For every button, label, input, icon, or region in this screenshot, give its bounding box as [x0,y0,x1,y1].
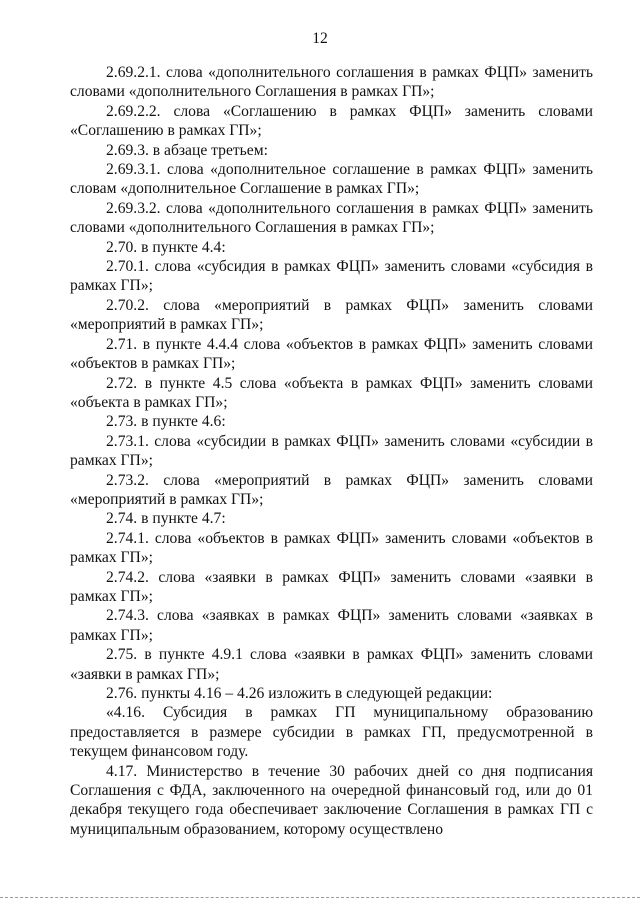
paragraph: 2.69.2.1. слова «дополнительного соглашения в рамках ФЦП» заменить словами «дополнительного Соглашения в рамках ГП»; [70,64,593,101]
paragraph: 2.76. пункты 4.16 – 4.26 изложить в следующей редакции: [106,685,493,702]
paragraph: 2.70. в пункте 4.4: [106,238,226,256]
paragraph: 2.71. в пункте 4.4.4 слова «объектов в рамках ФЦП» заменить словами «объектов в рамках ГП»; [70,335,593,373]
paragraph: 2.70.2. слова «мероприятий в рамках ФЦП» заменить словами «мероприятий в рамках ГП»; [70,296,593,334]
paragraph: 2.75. в пункте 4.9.1 слова «заявки в рамках ФЦП» заменить словами «заявки в рамках ГП»; [70,646,593,683]
paragraph: 2.73.1. слова «субсидии в рамках ФЦП» заменить словами «субсидии в рамках ГП»; [70,432,593,470]
paragraph: 4.17. Министерство в течение 30 рабочих дней со дня подписания Соглашения с ФДА, заключенного на очередной финансовый год, или до 01 декабря текущего года обеспечивает заключение Соглашения в рамках ГП с муниципальным образованием, которому осуществлено [70,762,593,838]
paragraph: 2.69.3. в абзаце третьем: [106,141,268,159]
paragraph: 2.69.2.2. слова «Соглашению в рамках ФЦП» заменить словами «Соглашению в рамках ГП»; [70,102,593,140]
paragraph: 2.74. в пункте 4.7: [106,510,226,528]
paragraph: 2.74.1. слова «объектов в рамках ФЦП» заменить словами «объектов в рамках ГП»; [70,529,593,567]
paragraph: 2.69.3.2. слова «дополнительного соглашения в рамках ФЦП» заменить словами «дополнительного Соглашения в рамках ГП»; [70,199,593,237]
document-body [70,63,593,839]
scan-bottom-edge [0,897,640,899]
paragraph: 2.69.3.1. слова «дополнительное соглашение в рамках ФЦП» заменить словам «дополнительное Соглашение в рамках ГП»; [70,161,593,198]
paragraph: «4.16. Субсидия в рамках ГП муниципальному образованию предоставляется в размере субсидии в рамках ГП, предусмотренной в текущем финансовом году. [70,704,593,761]
paragraph: 2.73.2. слова «мероприятий в рамках ФЦП» заменить словами «мероприятий в рамках ГП»; [70,471,593,508]
page-number: 12 [312,30,328,47]
paragraph: 2.72. в пункте 4.5 слова «объекта в рамках ФЦП» заменить словами «объекта в рамках ГП»; [70,374,593,411]
paragraph: 2.70.1. слова «субсидия в рамках ФЦП» заменить словами «субсидия в рамках ГП»; [70,258,593,295]
paragraph: 2.74.3. слова «заявках в рамках ФЦП» заменить словами «заявках в рамках ГП»; [70,607,593,644]
paragraph: 2.73. в пункте 4.6: [106,413,226,431]
paragraph: 2.74.2. слова «заявки в рамках ФЦП» заменить словами «заявки в рамках ГП»; [70,568,593,605]
